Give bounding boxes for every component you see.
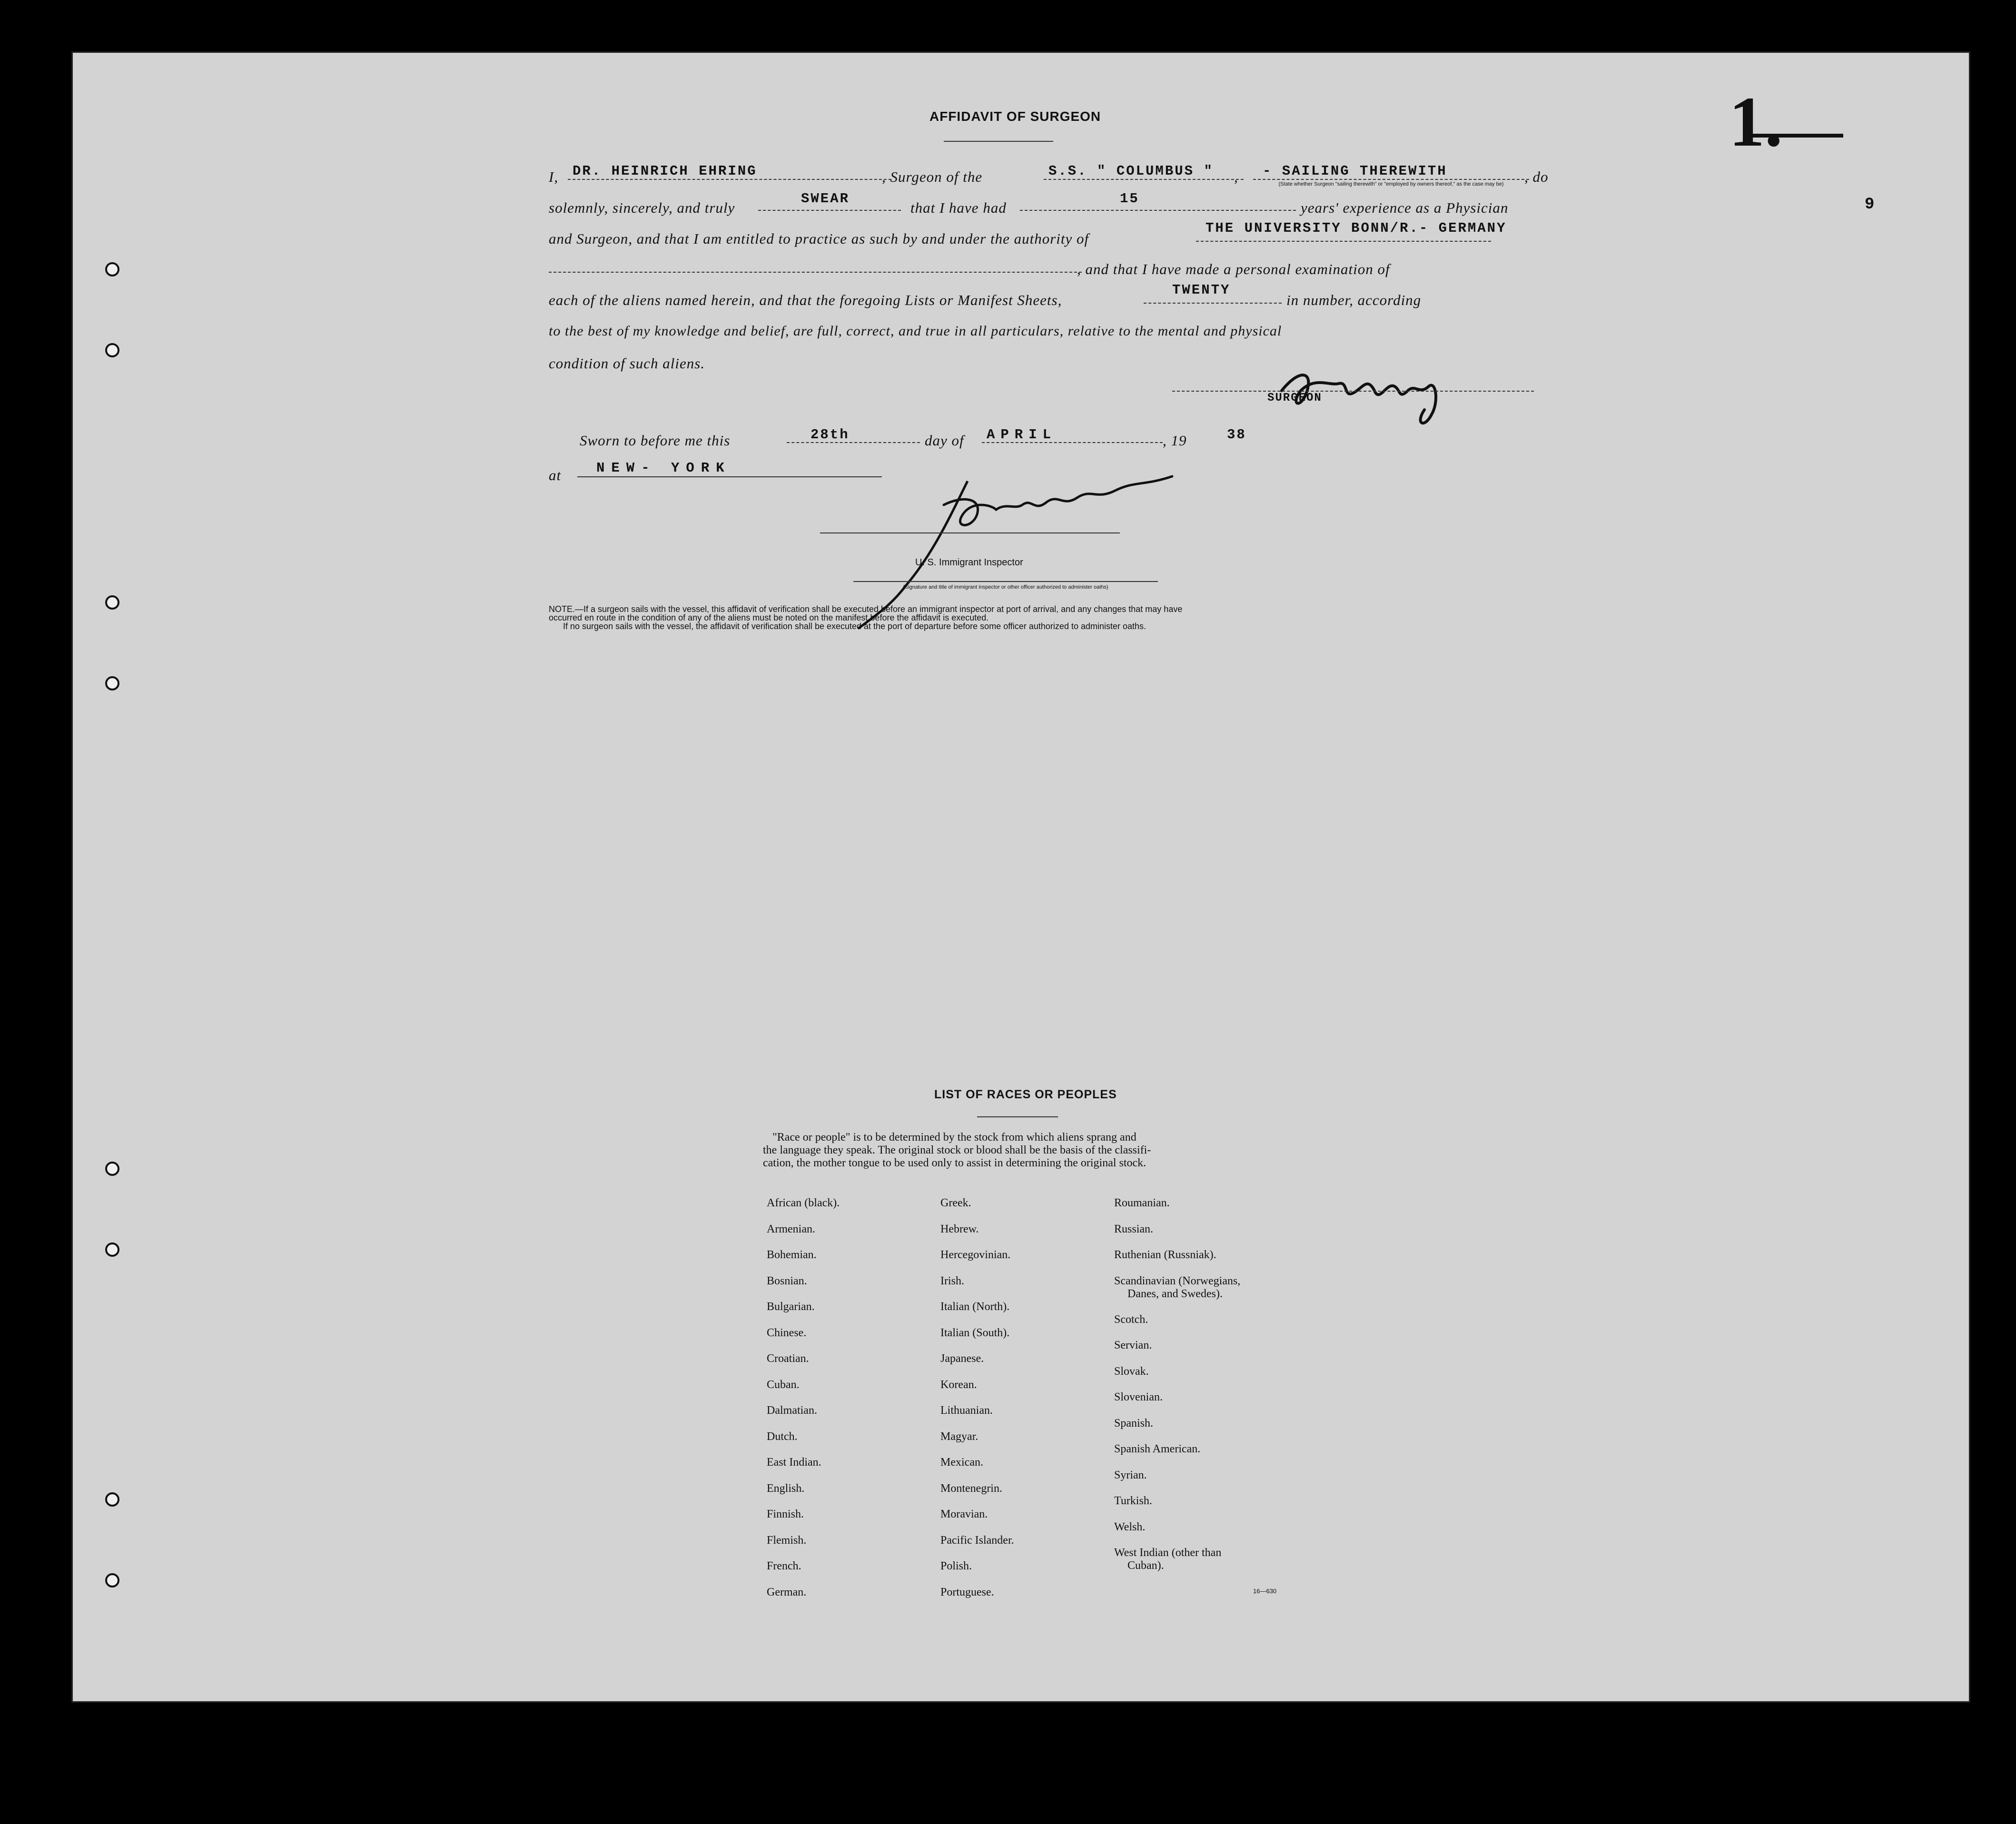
race-item: Italian (North).	[940, 1301, 1010, 1313]
authority-line	[1196, 241, 1491, 242]
punch-hole	[105, 343, 119, 357]
race-item: Cuban.	[767, 1378, 800, 1391]
race-item: West Indian (other than	[1114, 1547, 1222, 1559]
race-item: Croatian.	[767, 1352, 809, 1365]
race-item: Mexican.	[940, 1456, 983, 1469]
race-item: French.	[767, 1560, 801, 1572]
sworn-day-line	[787, 442, 920, 443]
text-at: at	[549, 467, 562, 483]
race-item: Hebrew.	[940, 1223, 979, 1235]
races-column-2	[940, 1197, 1014, 1612]
authority-line-2	[549, 272, 1082, 273]
race-item: Spanish.	[1114, 1417, 1154, 1430]
page-number-underline	[1748, 134, 1843, 138]
form-number: 16—630	[1253, 1587, 1277, 1595]
punch-hole	[105, 1573, 119, 1587]
race-item: Montenegrin.	[940, 1482, 1002, 1495]
sworn-month: APRIL	[987, 427, 1057, 443]
race-item: English.	[767, 1482, 805, 1495]
text-personal-exam: , and that I have made a personal examination of	[1077, 261, 1390, 277]
affidavit-title: AFFIDAVIT OF SURGEON	[929, 109, 1101, 124]
punch-hole	[105, 595, 119, 610]
punch-hole	[105, 1492, 119, 1507]
text-that-i-have-had: that I have had	[910, 199, 1007, 216]
punch-hole	[105, 1162, 119, 1176]
title-rule	[944, 141, 1053, 142]
oath-word: SWEAR	[801, 191, 850, 207]
surgeon-signature-line	[1172, 391, 1534, 392]
inspector-line-1	[820, 532, 1120, 533]
sworn-place: NEW- YORK	[596, 460, 731, 476]
race-item: Japanese.	[940, 1352, 984, 1365]
race-item: Bohemian.	[767, 1249, 817, 1261]
punch-hole	[105, 1242, 119, 1257]
sheets-count: TWENTY	[1172, 282, 1231, 298]
races-intro-3: cation, the mother tongue to be used only to assist in determining the original stock.	[763, 1157, 1146, 1169]
race-item: Greek.	[940, 1197, 971, 1209]
race-item: Servian.	[1114, 1339, 1152, 1351]
surgeon-name-line	[568, 179, 891, 180]
races-title: LIST OF RACES OR PEOPLES	[934, 1088, 1117, 1101]
race-item: Korean.	[940, 1378, 977, 1391]
years-line	[1020, 210, 1296, 211]
surgeon-name: DR. HEINRICH EHRING	[573, 163, 757, 179]
race-item: African (black).	[767, 1197, 840, 1209]
text-do: , do	[1524, 168, 1549, 185]
authority: THE UNIVERSITY BONN/R.- GERMANY	[1206, 220, 1507, 236]
race-item: Slovak.	[1114, 1365, 1149, 1378]
sheets-line	[1144, 303, 1282, 304]
race-item: East Indian.	[767, 1456, 821, 1469]
races-intro-1: "Race or people" is to be determined by the stock from which aliens sprang and	[772, 1131, 1136, 1144]
status-hint: (State whether Surgeon "sailing therewith" or "employed by owners thereof," as the case may be)	[1278, 181, 1504, 187]
surgeon-label: SURGEON	[1267, 392, 1322, 404]
race-item: Armenian.	[767, 1223, 815, 1235]
race-item: Irish.	[940, 1274, 964, 1287]
text-sworn: Sworn to before me this	[580, 432, 731, 449]
sworn-month-line	[982, 442, 1163, 443]
sworn-year: 38	[1227, 427, 1246, 443]
sworn-day: 28th	[810, 427, 850, 443]
races-title-rule	[977, 1116, 1058, 1117]
race-item: Russian.	[1114, 1223, 1154, 1235]
race-item: Pacific Islander.	[940, 1534, 1014, 1547]
years-experience: 15	[1120, 191, 1139, 207]
text-surgeon-of: , Surgeon of the	[882, 168, 983, 185]
text-best-knowledge: to the best of my knowledge and belief, are full, correct, and true in all particulars, relative to the mental and physical	[549, 323, 1282, 339]
race-item: Lithuanian.	[940, 1404, 993, 1417]
race-item: Bulgarian.	[767, 1301, 815, 1313]
races-column-1	[767, 1197, 840, 1612]
race-item: Dalmatian.	[767, 1404, 817, 1417]
text-i: I,	[549, 168, 559, 185]
race-item: Magyar.	[940, 1430, 978, 1443]
margin-mark: 9	[1865, 196, 1876, 214]
inspector-label: U. S. Immigrant Inspector	[915, 557, 1023, 568]
oath-line	[758, 210, 901, 211]
text-condition: condition of such aliens.	[549, 355, 705, 372]
ship-name: S.S. " COLUMBUS "	[1048, 163, 1214, 179]
surgeon-status: - SAILING THEREWITH	[1263, 163, 1447, 179]
race-item: Dutch.	[767, 1430, 798, 1443]
inspector-hint: (Signature and title of immigrant inspector or other officer authorized to administer oaths)	[903, 584, 1108, 590]
punch-hole	[105, 262, 119, 276]
races-column-3	[1114, 1197, 1240, 1573]
manifest-sheet	[71, 51, 1970, 1703]
race-item: Chinese.	[767, 1326, 807, 1339]
race-item: Italian (South).	[940, 1326, 1010, 1339]
race-item: Ruthenian (Russniak).	[1114, 1249, 1216, 1261]
race-item: Scotch.	[1114, 1313, 1148, 1326]
race-item: Spanish American.	[1114, 1443, 1201, 1455]
text-and-surgeon: and Surgeon, and that I am entitled to practice as such by and under the authority of	[549, 230, 1089, 247]
race-item: Bosnian.	[767, 1274, 807, 1287]
race-item: Finnish.	[767, 1508, 804, 1520]
race-item: German.	[767, 1586, 807, 1598]
text-day-of: day of	[925, 432, 964, 449]
race-item: Scandinavian (Norwegians,	[1114, 1274, 1241, 1287]
race-item: Portuguese.	[940, 1586, 994, 1598]
race-item: Slovenian.	[1114, 1391, 1163, 1403]
race-item: Danes, and Swedes).	[1127, 1287, 1223, 1300]
text-comma: ,	[1234, 168, 1238, 185]
text-solemnly: solemnly, sincerely, and truly	[549, 199, 735, 216]
surgeon-status-line	[1253, 179, 1529, 180]
note-line-3: If no surgeon sails with the vessel, the affidavit of verification shall be executed at the port of departure before some officer authorized to administer oaths.	[563, 621, 1146, 631]
races-intro-2: the language they speak. The original stock or blood shall be the basis of the classifi-	[763, 1144, 1151, 1156]
punch-hole	[105, 676, 119, 690]
race-item: Syrian.	[1114, 1469, 1147, 1481]
race-item: Moravian.	[940, 1508, 988, 1520]
page-number: 1.	[1729, 82, 1783, 161]
note-line-2: occurred en route in the condition of any of the aliens must be noted on the manifest before the affidavit is executed.	[549, 613, 989, 622]
race-item: Flemish.	[767, 1534, 807, 1547]
text-19: , 19	[1163, 432, 1187, 449]
race-item: Roumanian.	[1114, 1197, 1170, 1209]
text-years-experience: years' experience as a Physician	[1301, 199, 1509, 216]
race-item: Cuban).	[1127, 1559, 1164, 1572]
race-item: Welsh.	[1114, 1520, 1146, 1533]
inspector-line-2	[853, 581, 1158, 582]
race-item: Turkish.	[1114, 1495, 1152, 1507]
text-in-number: in number, according	[1286, 292, 1422, 308]
race-item: Polish.	[940, 1560, 972, 1572]
text-each-alien: each of the aliens named herein, and that the foregoing Lists or Manifest Sheets,	[549, 292, 1062, 308]
ship-name-line	[1044, 179, 1244, 180]
race-item: Hercegovinian.	[940, 1249, 1011, 1261]
note-line-1: NOTE.—If a surgeon sails with the vessel, this affidavit of verification shall be executed before an immigrant inspector at port of arrival, and any changes that may have	[549, 604, 1183, 614]
